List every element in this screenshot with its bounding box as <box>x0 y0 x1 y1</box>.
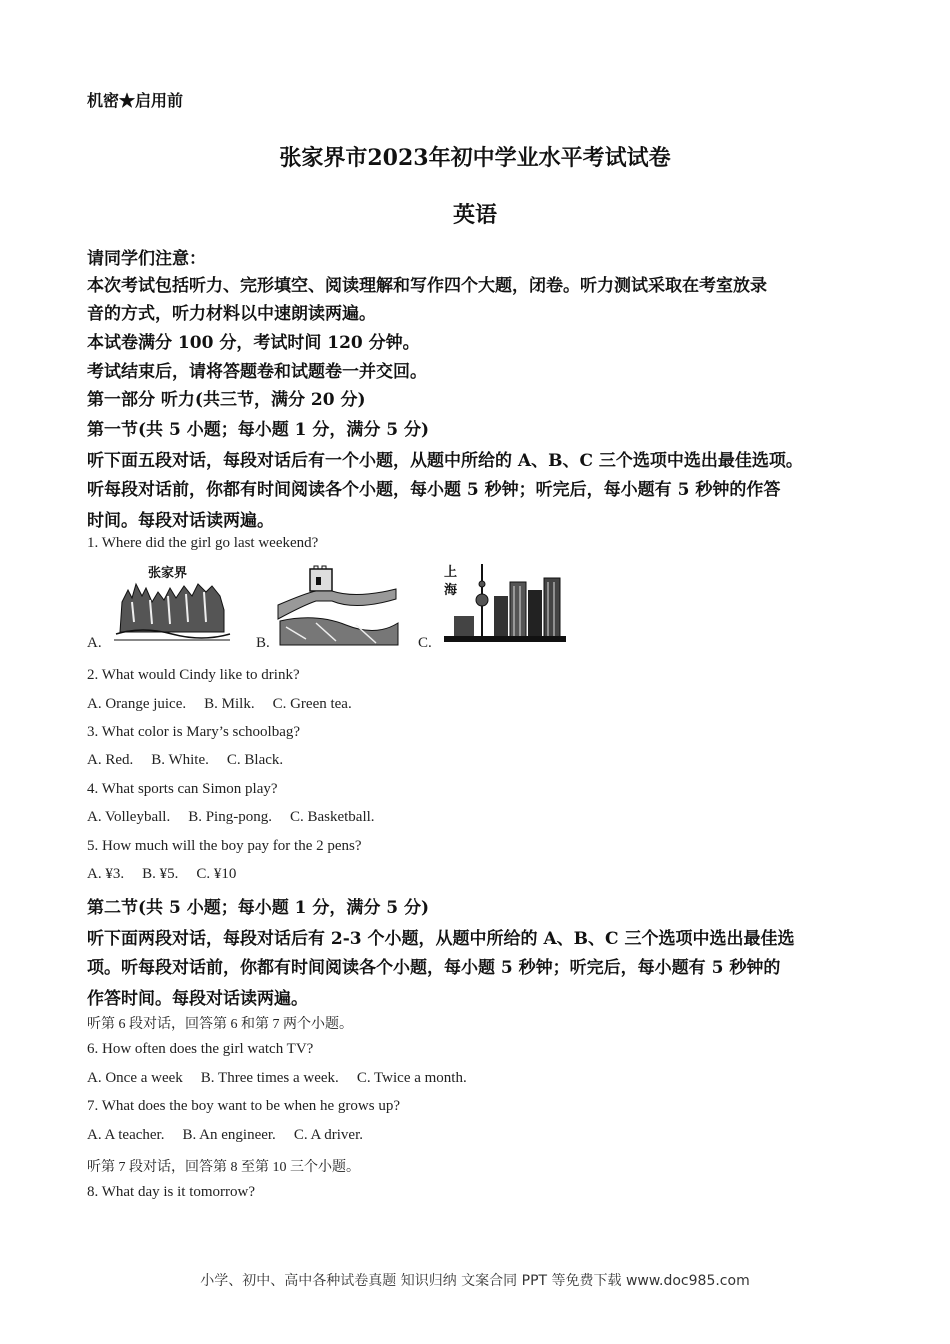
q1-option-b-label: B. <box>256 635 270 651</box>
question-5: 5. How much will the boy pay for the 2 pens? <box>87 838 362 854</box>
question-8: 8. What day is it tomorrow? <box>87 1184 256 1200</box>
q3-options <box>87 752 283 769</box>
q5-option-b: B. ¥5. <box>142 866 179 882</box>
section2-heading: 第二节(共 5 小题；每小题 1 分，满分 5 分) <box>87 898 430 918</box>
q7-option-b: B. An engineer. <box>182 1127 276 1143</box>
q2-options <box>87 696 352 713</box>
q6-option-a: A. Once a week <box>87 1070 183 1086</box>
notice-heading: 请同学们注意： <box>87 249 206 269</box>
q7-option-c: C. A driver. <box>293 1127 363 1143</box>
question-1: 1. Where did the girl go last weekend? <box>87 535 319 551</box>
q7-options <box>87 1127 363 1144</box>
question-7: 7. What does the boy want to be when he grows up? <box>87 1098 400 1114</box>
zhangjiajie-mountain-image <box>112 562 232 644</box>
q4-option-b: B. Ping-pong. <box>188 809 272 825</box>
section1-instruction: 听每段对话前，你都有时间阅读各个小题，每小题 5 秒钟；听完后，每小题有 5 秒钟的作答 <box>87 480 781 500</box>
q5-option-c: C. ¥10 <box>196 866 237 882</box>
q5-options <box>87 866 236 883</box>
q7-option-a: A. A teacher. <box>87 1127 165 1143</box>
notice-line: 本次考试包括听力、完形填空、阅读理解和写作四个大题，闭卷。听力测试采取在考室放录 <box>87 276 767 296</box>
question-4: 4. What sports can Simon play? <box>87 781 278 797</box>
q1-option-a-label: A. <box>87 635 102 651</box>
q2-option-b: B. Milk. <box>204 696 255 712</box>
q6-option-c: C. Twice a month. <box>356 1070 467 1086</box>
notice-line: 考试结束后，请将答题卷和试题卷一并交回。 <box>87 362 427 382</box>
question-6: 6. How often does the girl watch TV? <box>87 1041 314 1057</box>
q4-option-c: C. Basketball. <box>289 809 375 825</box>
section2-instruction: 听下面两段对话，每段对话后有 2-3 个小题，从题中所给的 A、B、C 三个选项中选出最佳选 <box>87 929 795 949</box>
confidential-label: 机密★启用前 <box>87 91 184 110</box>
q2-option-c: C. Green tea. <box>272 696 352 712</box>
subject-title: 英语 <box>452 202 497 228</box>
q5-option-a: A. ¥3. <box>87 866 125 882</box>
q3-option-b: B. White. <box>151 752 209 768</box>
q4-options <box>87 809 375 826</box>
q3-option-c: C. Black. <box>226 752 284 768</box>
footer-text: 小学、初中、高中各种试卷真题 知识归纳 文案合同 PPT 等免费下载 www.doc985.com <box>200 1273 750 1289</box>
dialog-6-note: 听第 6 段对话，回答第 6 和第 7 两个小题。 <box>87 1017 353 1032</box>
part1-heading: 第一部分 听力(共三节，满分 20 分) <box>87 390 366 410</box>
q6-options <box>87 1070 467 1087</box>
q6-option-b: B. Three times a week. <box>200 1070 339 1086</box>
exam-title: 张家界市2023年初中学业水平考试试卷 <box>279 145 671 171</box>
q1-image-a-caption: 张家界 <box>148 566 188 581</box>
notice-line: 音的方式，听力材料以中速朗读两遍。 <box>87 304 376 324</box>
dialog-7-note: 听第 7 段对话，回答第 8 至第 10 三个小题。 <box>87 1160 360 1175</box>
q2-option-a: A. Orange juice. <box>87 696 187 712</box>
question-3: 3. What color is Mary’s schoolbag? <box>87 724 301 740</box>
section2-instruction: 项。听每段对话前，你都有时间阅读各个小题，每小题 5 秒钟；听完后，每小题有 5 秒钟的 <box>87 958 781 978</box>
section1-heading: 第一节(共 5 小题；每小题 1 分，满分 5 分) <box>87 420 430 440</box>
notice-line: 本试卷满分 100 分，考试时间 120 分钟。 <box>87 333 420 353</box>
q1-image-c-caption: 海 <box>444 583 458 598</box>
q3-option-a: A. Red. <box>87 752 134 768</box>
shanghai-skyline-image <box>440 560 570 644</box>
section1-instruction: 时间。每段对话读两遍。 <box>87 511 274 531</box>
question-2: 2. What would Cindy like to drink? <box>87 667 300 683</box>
q1-image-c-caption: 上 <box>444 565 458 580</box>
great-wall-image <box>276 565 400 647</box>
section1-instruction: 听下面五段对话，每段对话后有一个小题，从题中所给的 A、B、C 三个选项中选出最佳选项。 <box>87 451 803 471</box>
q4-option-a: A. Volleyball. <box>87 809 171 825</box>
q1-option-c-label: C. <box>418 635 432 651</box>
section2-instruction: 作答时间。每段对话读两遍。 <box>87 989 308 1009</box>
